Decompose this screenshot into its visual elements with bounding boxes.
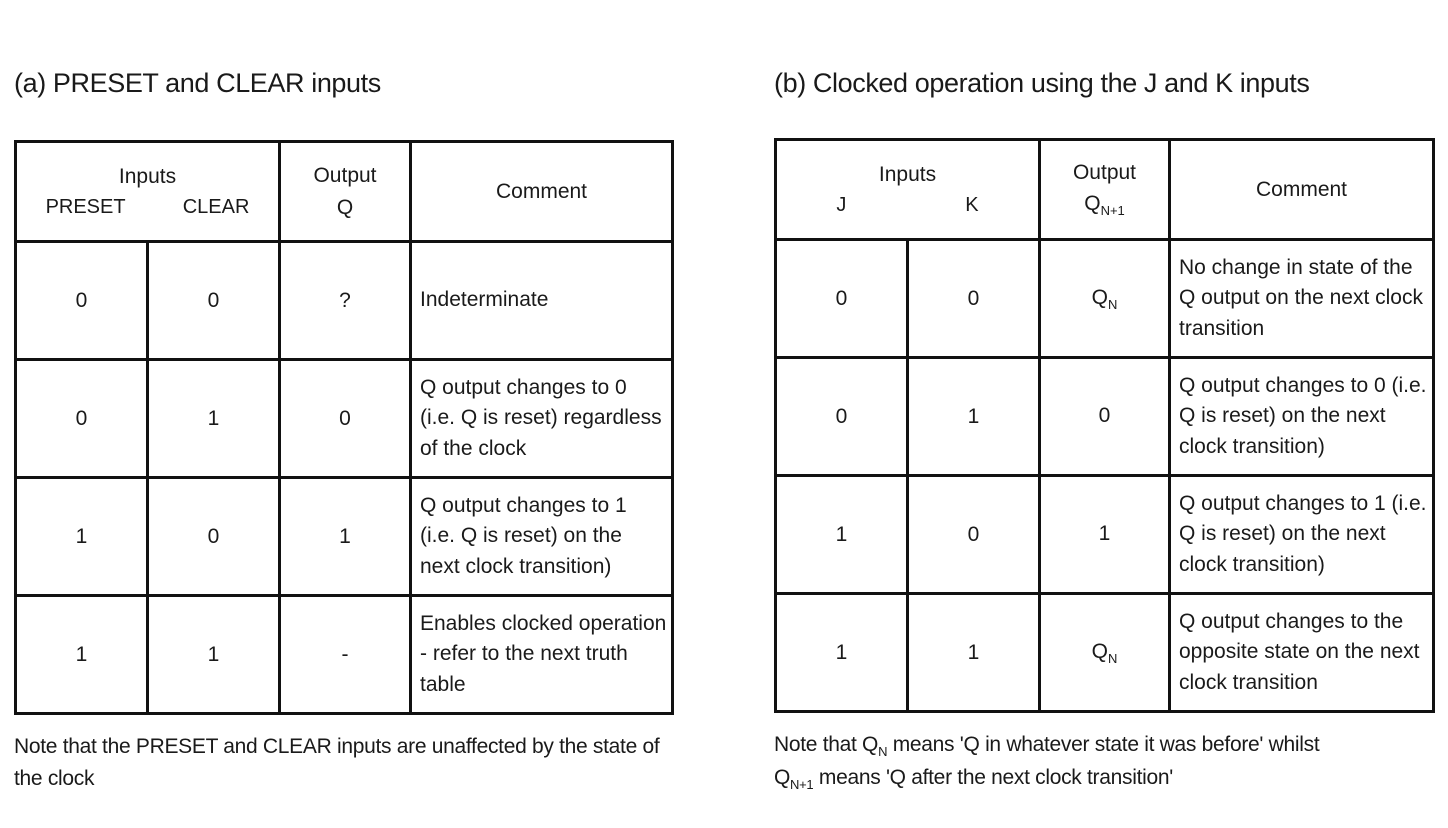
panel-b-title: (b) Clocked operation using the J and K inputs: [774, 68, 1310, 98]
k-cell: 0: [908, 476, 1040, 594]
output-letter: Q: [1091, 285, 1108, 309]
comment-header: Comment: [1170, 140, 1434, 240]
inputs-header-cell: [776, 140, 1040, 240]
table-row: [776, 358, 1434, 476]
clear-cell: 0: [148, 242, 280, 360]
clear-cell: 1: [148, 360, 280, 478]
comment-cell: Q output changes to 0 (i.e. Q is reset) on the next clock transition): [1170, 358, 1434, 476]
output-cell: ?: [280, 242, 411, 360]
clear-cell: 1: [148, 596, 280, 714]
table-row: [776, 240, 1434, 358]
inputs-header-cell: [16, 142, 280, 242]
j-cell: 1: [776, 594, 908, 712]
k-column-header: K: [965, 194, 979, 217]
comment-cell: Q output changes to 0 (i.e. Q is reset) regardless of the clock: [411, 360, 673, 478]
output-letter: 0: [1098, 403, 1111, 427]
comment-cell: Q output changes to the opposite state on the next clock transition: [1170, 594, 1434, 712]
output-symbol: [1041, 191, 1168, 219]
table-row: [16, 478, 673, 596]
output-cell: [1040, 594, 1170, 712]
note-text: Note that Q: [774, 733, 879, 756]
clear-cell: 0: [148, 478, 280, 596]
note-text: means 'Q in whatever state it was before' whilst: [887, 733, 1320, 756]
output-cell: [1040, 240, 1170, 358]
preset-cell: 0: [16, 360, 148, 478]
output-letter: Q: [1091, 639, 1108, 663]
output-header-cell: [1040, 140, 1170, 240]
preset-column-header: PRESET: [45, 196, 126, 219]
output-cell: -: [280, 596, 411, 714]
output-cell: 0: [280, 360, 411, 478]
table-header-row: [776, 140, 1434, 240]
output-cell: 1: [280, 478, 411, 596]
output-cell: [1040, 476, 1170, 594]
output-letter: 1: [1098, 521, 1111, 545]
note-text: Q: [774, 765, 791, 789]
note-subscript: N: [878, 744, 888, 759]
comment-cell: Indeterminate: [411, 242, 673, 360]
output-header-cell: [280, 142, 411, 242]
k-cell: 0: [908, 240, 1040, 358]
preset-cell: 1: [16, 478, 148, 596]
output-symbol-letter: Q: [1084, 192, 1101, 216]
output-header: Output: [313, 164, 377, 188]
k-cell: 1: [908, 594, 1040, 712]
output-subscript: N: [1107, 296, 1118, 312]
comment-cell: Enables clocked operation - refer to the next truth table: [411, 596, 673, 714]
note-text: means 'Q after the next clock transition': [813, 765, 1173, 789]
j-cell: 0: [776, 358, 908, 476]
preset-cell: 0: [16, 242, 148, 360]
preset-clear-panel: [14, 62, 674, 794]
j-column-header: J: [836, 194, 847, 217]
table-row: [16, 242, 673, 360]
jk-clocked-panel: [774, 62, 1436, 794]
note-subscript: N+1: [790, 776, 814, 792]
output-subscript: N: [1107, 650, 1118, 666]
jk-note-line-1: [774, 729, 1436, 762]
inputs-header: Inputs: [118, 164, 177, 188]
table-row: [16, 596, 673, 714]
comment-cell: Q output changes to 1 (i.e. Q is reset) on the next clock transition): [1170, 476, 1434, 594]
preset-clear-truth-table: [14, 140, 674, 715]
output-symbol-subscript: N+1: [1100, 203, 1125, 219]
jk-note: [774, 729, 1436, 794]
table-row: [776, 476, 1434, 594]
panel-a-title: (a) PRESET and CLEAR inputs: [14, 68, 381, 98]
clear-column-header: CLEAR: [182, 196, 250, 219]
inputs-header: Inputs: [878, 162, 937, 186]
preset-cell: 1: [16, 596, 148, 714]
preset-clear-note: Note that the PRESET and CLEAR inputs are unaffected by the state of the clock: [14, 735, 660, 790]
comment-cell: No change in state of the Q output on the next clock transition: [1170, 240, 1434, 358]
k-cell: 1: [908, 358, 1040, 476]
table-header-row: [16, 142, 673, 242]
jk-truth-table: [774, 138, 1435, 713]
jk-note-line-2: [774, 762, 1436, 795]
j-cell: 1: [776, 476, 908, 594]
table-row: [16, 360, 673, 478]
table-row: [776, 594, 1434, 712]
output-cell: [1040, 358, 1170, 476]
output-symbol: Q: [336, 195, 354, 219]
j-cell: 0: [776, 240, 908, 358]
comment-cell: Q output changes to 1 (i.e. Q is reset) on the next clock transition): [411, 478, 673, 596]
output-header: Output: [1072, 161, 1137, 185]
comment-header: Comment: [411, 142, 673, 242]
